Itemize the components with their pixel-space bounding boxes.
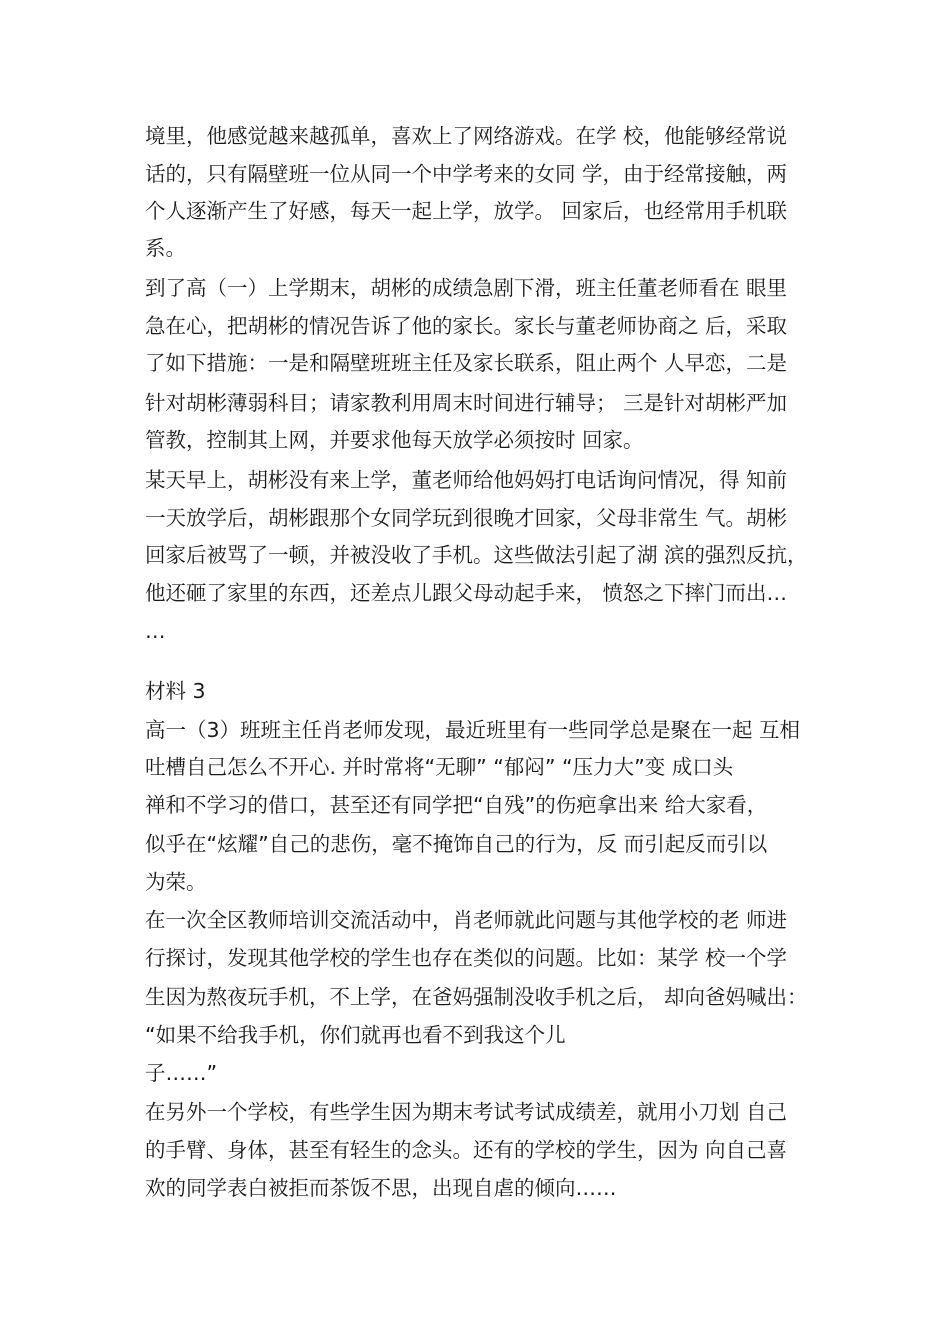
text-line: 在另外一个学校，有些学生因为期末考试考试成绩差，就用小刀划 自己 <box>145 1100 788 1124</box>
text-line: 似乎在“炫耀”自己的悲伤，毫不掩饰自己的行为，反 而引起反而引以 <box>145 832 768 856</box>
text-line: 行探讨，发现其他学校的学生也存在类似的问题。比如：某学 校一个学 <box>145 946 788 970</box>
text-line: 吐槽自己怎么不开心. 并时常将“无聊” “郁闷” “压力大”变 成口头 <box>145 755 734 779</box>
text-line: 针对胡彬薄弱科目；请家教利用周末时间进行辅导； 三是针对胡彬严加 <box>145 391 788 415</box>
text-line: 个人逐渐产生了好感，每天一起上学，放学。 回家后，也经常用手机联 <box>145 199 788 223</box>
text-line: 生因为熬夜玩手机，不上学，在爸妈强制没收手机之后， 却向爸妈喊出： <box>145 985 808 1009</box>
text-line: 急在心，把胡彬的情况告诉了他的家长。家长与董老师协商之 后，采取 <box>145 314 788 338</box>
section-heading: 材料 3 <box>145 679 206 703</box>
text-line: 他还砸了家里的东西，还差点儿跟父母动起手来， 愤怒之下摔门而出… <box>145 581 788 605</box>
text-line: 管教，控制其上网，并要求他每天放学必须按时 回家。 <box>145 428 644 452</box>
text-line: 一天放学后，胡彬跟那个女同学玩到很晚才回家，父母非常生 气。胡彬 <box>145 506 788 530</box>
text-line: … <box>145 619 166 643</box>
text-line: 了如下措施：一是和隔壁班班主任及家长联系，阻止两个 人早恋，二是 <box>145 351 788 375</box>
text-line: 的手臂、身体，甚至有轻生的念头。还有的学校的学生，因为 向自己喜 <box>145 1138 788 1162</box>
text-line: 话的，只有隔壁班一位从同一个中学考来的女同 学，由于经常接触，两 <box>145 162 788 186</box>
text-line: 高一（3）班班主任肖老师发现，最近班里有一些同学总是聚在一起 互相 <box>145 718 801 742</box>
text-line: 子……” <box>145 1061 218 1085</box>
text-line: 境里，他感觉越来越孤单，喜欢上了网络游戏。在学 校，他能够经常说 <box>145 124 788 148</box>
text-line: 系。 <box>145 236 186 260</box>
text-line: 某天早上，胡彬没有来上学，董老师给他妈妈打电话询问情况，得 知前 <box>145 468 788 492</box>
text-line: 欢的同学表白被拒而茶饭不思，出现自虐的倾向…… <box>145 1176 617 1200</box>
text-line: “如果不给我手机，你们就再也看不到我这个儿 <box>145 1023 566 1047</box>
text-line: 到了高（一）上学期末，胡彬的成绩急剧下滑，班主任董老师看在 眼里 <box>145 276 788 300</box>
text-line: 回家后被骂了一顿，并被没收了手机。这些做法引起了湖 滨的强烈反抗， <box>145 543 808 567</box>
text-line: 禅和不学习的借口，甚至还有同学把“自残”的伤疤拿出来 给大家看， <box>145 793 768 817</box>
text-line: 在一次全区教师培训交流活动中，肖老师就此问题与其他学校的老 师进 <box>145 908 788 932</box>
text-line: 为荣。 <box>145 870 207 894</box>
